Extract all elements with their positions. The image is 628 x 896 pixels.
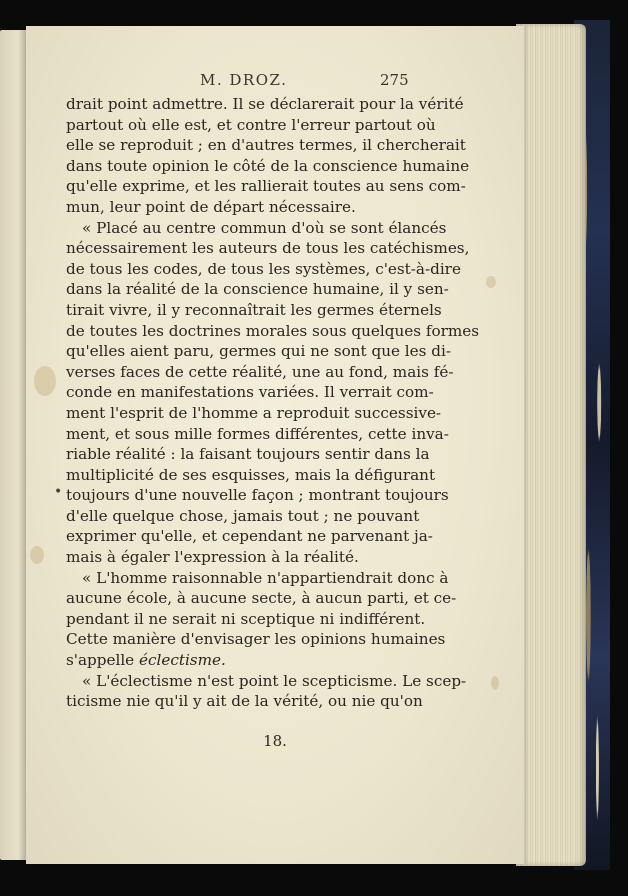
text-line: « L'homme raisonnable n'appartiendrait donc à	[82, 568, 449, 587]
text-line	[66, 650, 410, 671]
book-page	[26, 26, 524, 864]
running-title: M. DROZ.	[200, 71, 288, 89]
text-line: pendant il ne serait ni sceptique ni indifférent.	[66, 609, 426, 628]
text-line: Cette manière d'envisager les opinions humaines	[66, 630, 446, 649]
text-line: elle se reproduit ; en d'autres termes, il chercherait	[66, 136, 466, 155]
text-line: mais à égaler l'expression à la réalité.	[66, 548, 359, 567]
text-line: nécessairement les auteurs de tous les catéchismes,	[66, 239, 470, 258]
text-line: aucune école, à aucune secte, à aucun parti, et ce-	[66, 589, 457, 608]
text-line: drait point admettre. Il se déclarerait pour la vérité	[66, 95, 464, 113]
text-line: ment, et sous mille formes différentes, cette inva-	[66, 424, 449, 443]
page-number: 275	[380, 71, 409, 89]
text-line: d'elle quelque chose, jamais tout ; ne pouvant	[66, 506, 420, 525]
text-line: partout où elle est, et contre l'erreur partout où	[66, 115, 436, 134]
text-fragment: s'appelle	[66, 651, 135, 670]
body-text	[66, 94, 480, 712]
text-line: « Placé au centre commun d'où se sont élancés	[82, 218, 447, 237]
running-head	[26, 68, 524, 92]
signature-mark: 18.	[263, 732, 287, 750]
previous-page-edge	[0, 30, 26, 860]
text-line: multiplicité de ses esquisses, mais la défigurant	[66, 465, 436, 484]
text-line: verses faces de cette réalité, une au fond, mais fé-	[66, 362, 454, 381]
text-line: « L'éclectisme n'est point le scepticisme. Le scep-	[82, 671, 467, 690]
text-line: de toutes les doctrines morales sous quelques formes	[66, 321, 480, 340]
italic-term: éclectisme.	[139, 651, 226, 670]
text-line: qu'elle exprime, et les rallierait toutes au sens com-	[66, 177, 466, 196]
page-edges	[516, 24, 586, 866]
text-line: exprimer qu'elle, et cependant ne parvenant ja-	[66, 527, 433, 546]
text-line: de tous les codes, de tous les systèmes, c'est-à-dire	[66, 259, 461, 278]
text-line: conde en manifestations variées. Il verrait com-	[66, 383, 434, 402]
paper-stain	[486, 276, 496, 288]
margin-mark: •	[54, 484, 63, 500]
text-line: riable réalité : la faisant toujours sentir dans la	[66, 445, 430, 464]
text-line: ticisme nie qu'il y ait de la vérité, ou nie qu'on	[66, 692, 423, 711]
text-line: qu'elles aient paru, germes qui ne sont que les di-	[66, 342, 451, 361]
text-line: tirait vivre, il y reconnaîtrait les germes éternels	[66, 300, 442, 319]
text-line: ment l'esprit de l'homme a reproduit successive-	[66, 403, 442, 422]
paper-stain	[34, 366, 56, 396]
paper-stain	[30, 546, 44, 564]
text-line: dans la réalité de la conscience humaine, il y sen-	[66, 280, 449, 299]
text-line: mun, leur point de départ nécessaire.	[66, 197, 356, 216]
text-line: dans toute opinion le côté de la conscience humaine	[66, 156, 470, 175]
text-line: toujours d'une nouvelle façon ; montrant toujours	[66, 486, 449, 505]
paper-stain	[491, 676, 499, 690]
